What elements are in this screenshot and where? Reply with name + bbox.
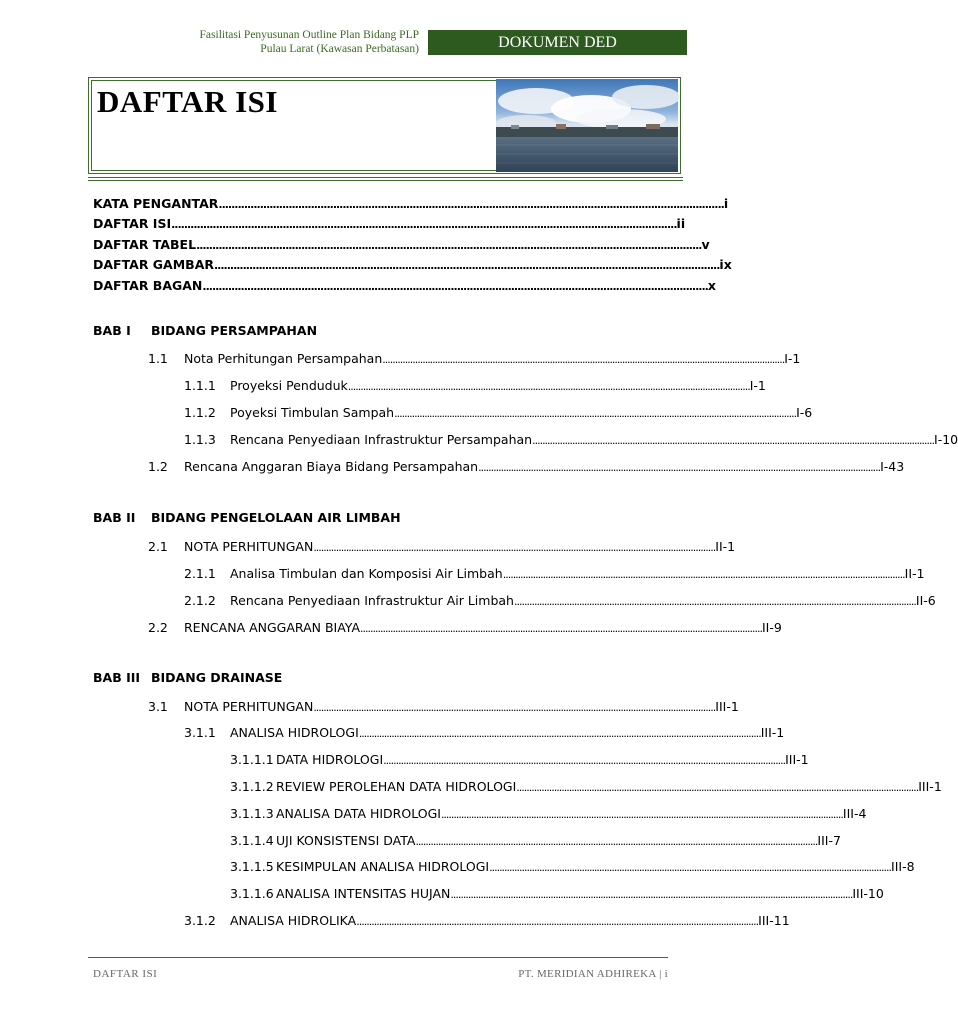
leader-dots: ............................................................................................................................................................... (218, 198, 724, 211)
toc-entry[interactable]: 2.1.2 Rencana Penyediaan Infrastruktur Air Limbah ................................................................................................................................................................. II-6 (184, 593, 936, 608)
leader-dots: ................................................................................................................................................................. (383, 754, 786, 767)
leader-dots: ................................................................................................................................................................. (502, 568, 905, 581)
seascape-photo (496, 79, 678, 172)
leader-dots: ................................................................................................................................................................. (516, 781, 919, 794)
chapter-number: BAB III (93, 670, 141, 685)
page-title: DAFTAR ISI (97, 84, 278, 119)
toc-entry[interactable]: 3.1.1.4 UJI KONSISTENSI DATA ................................................................................................................................................................. III-7 (230, 833, 841, 848)
leader-dots: ................................................................................................................................................................. (356, 915, 759, 928)
leader-dots: ................................................................................................................................................................. (360, 622, 762, 635)
toc-entry[interactable]: 3.1.1 ANALISA HIDROLOGI ................................................................................................................................................................. III-1 (184, 725, 785, 740)
leader-dots: ................................................................................................................................................................. (489, 861, 892, 874)
toc-entry[interactable]: 1.1.3 Rencana Penyediaan Infrastruktur Persampahan ................................................................................................................................................................. I-10 (184, 432, 958, 447)
header-line-1: Fasilitasi Penyusunan Outline Plan Bidang PLP (199, 29, 419, 41)
toc-front-item[interactable]: DAFTAR ISI ............................................................................................................................................................... ii (93, 216, 686, 231)
toc-entry[interactable]: 3.1.1.1 DATA HIDROLOGI ................................................................................................................................................................. III-1 (230, 752, 809, 767)
toc-entry[interactable]: 2.1.1 Analisa Timbulan dan Komposisi Air Limbah ................................................................................................................................................................. II-1 (184, 566, 925, 581)
leader-dots: ................................................................................................................................................................. (478, 461, 881, 474)
toc-entry[interactable]: 3.1.1.5 KESIMPULAN ANALISA HIDROLOGI ................................................................................................................................................................. III-8 (230, 859, 915, 874)
toc-entry[interactable]: 2.1 NOTA PERHITUNGAN ................................................................................................................................................................. II-1 (148, 539, 736, 554)
header-line-2: Pulau Larat (Kawasan Perbatasan) (260, 43, 419, 55)
footer-company-page: PT. MERIDIAN ADHIREKA | i (518, 968, 668, 980)
leader-dots: ............................................................................................................................................................... (214, 259, 720, 272)
toc-entry[interactable]: 3.1.2 ANALISA HIDROLIKA ................................................................................................................................................................. III-11 (184, 913, 790, 928)
toc-front-item[interactable]: DAFTAR BAGAN ............................................................................................................................................................... x (93, 278, 716, 293)
toc-entry[interactable]: 1.2 Rencana Anggaran Biaya Bidang Persampahan ................................................................................................................................................................. I-43 (148, 459, 905, 474)
leader-dots: ............................................................................................................................................................... (171, 218, 677, 231)
chapter-number: BAB I (93, 323, 131, 338)
title-rule-top (88, 177, 683, 178)
title-rule-bottom (88, 180, 683, 181)
title-box (88, 77, 681, 174)
running-header (200, 28, 419, 56)
leader-dots: ............................................................................................................................................................... (202, 280, 708, 293)
toc-front-item[interactable]: DAFTAR GAMBAR ............................................................................................................................................................... ix (93, 257, 732, 272)
toc-entry[interactable]: 3.1.1.2 REVIEW PEROLEHAN DATA HIDROLOGI ................................................................................................................................................................. III-1 (230, 779, 942, 794)
toc-entry[interactable]: 3.1 NOTA PERHITUNGAN ................................................................................................................................................................. III-1 (148, 699, 739, 714)
toc-front-item[interactable]: KATA PENGANTAR ............................................................................................................................................................... i (93, 196, 729, 211)
leader-dots: ................................................................................................................................................................. (532, 434, 935, 447)
leader-dots: ................................................................................................................................................................. (347, 380, 750, 393)
leader-dots: ............................................................................................................................................................... (196, 239, 702, 252)
toc-entry[interactable]: 1.1.1 Proyeksi Penduduk ................................................................................................................................................................. I-1 (184, 378, 766, 393)
toc-front-item[interactable]: DAFTAR TABEL ............................................................................................................................................................... v (93, 237, 710, 252)
toc-entry[interactable]: 3.1.1.3 ANALISA DATA HIDROLOGI ................................................................................................................................................................. III-4 (230, 806, 867, 821)
leader-dots: ................................................................................................................................................................. (513, 595, 916, 608)
document-badge: DOKUMEN DED (428, 30, 687, 55)
toc-entry[interactable]: 1.1 Nota Perhitungan Persampahan ................................................................................................................................................................. I-1 (148, 351, 801, 366)
chapter-heading[interactable] (93, 323, 317, 338)
leader-dots: ................................................................................................................................................................. (358, 727, 761, 740)
chapter-title: BIDANG PERSAMPAHAN (151, 323, 318, 338)
leader-dots: ................................................................................................................................................................. (415, 835, 818, 848)
chapter-title: BIDANG PENGELOLAAN AIR LIMBAH (151, 510, 401, 525)
leader-dots: ................................................................................................................................................................. (313, 541, 716, 554)
footer-section-label: DAFTAR ISI (93, 968, 158, 980)
footer-rule (88, 957, 668, 958)
leader-dots: ................................................................................................................................................................. (450, 888, 853, 901)
leader-dots: ................................................................................................................................................................. (313, 701, 716, 714)
chapter-title: BIDANG DRAINASE (151, 670, 283, 685)
chapter-heading[interactable] (93, 510, 401, 525)
chapter-number: BAB II (93, 510, 136, 525)
toc-entry[interactable]: 1.1.2 Poyeksi Timbulan Sampah ................................................................................................................................................................. I-6 (184, 405, 813, 420)
chapter-heading[interactable] (93, 670, 282, 685)
leader-dots: ................................................................................................................................................................. (382, 353, 785, 366)
leader-dots: ................................................................................................................................................................. (440, 808, 843, 821)
toc-entry[interactable]: 3.1.1.6 ANALISA INTENSITAS HUJAN ................................................................................................................................................................. III-10 (230, 886, 884, 901)
leader-dots: ................................................................................................................................................................. (394, 407, 797, 420)
toc-entry[interactable]: 2.2 RENCANA ANGGARAN BIAYA ................................................................................................................................................................. II-9 (148, 620, 782, 635)
